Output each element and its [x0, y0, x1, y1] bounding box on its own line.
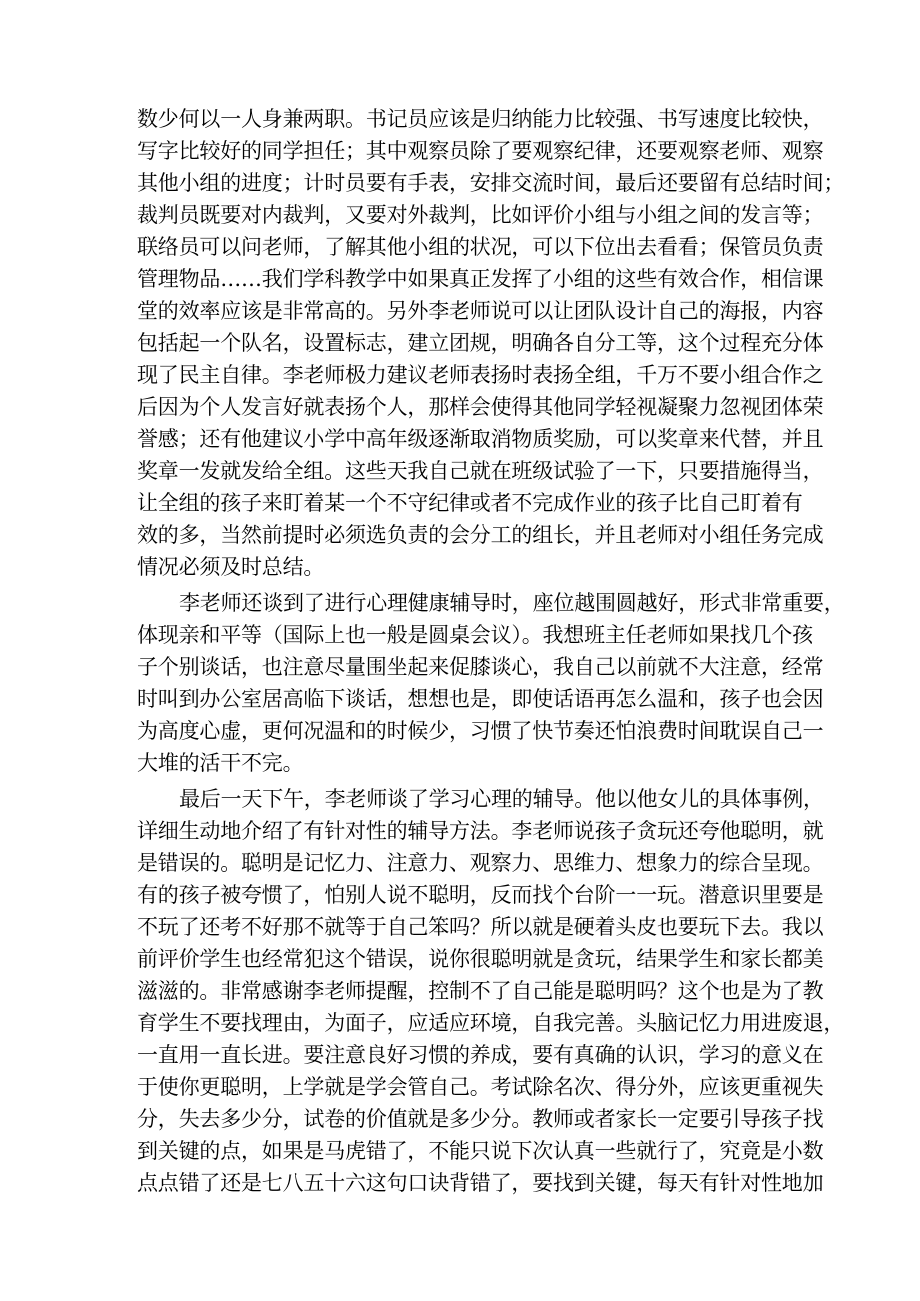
text-line: 包括起一个队名，设置标志，建立团规，明确各自分工等，这个过程充分体 — [137, 331, 824, 355]
text-line: 育学生不要找理由，为面子，应适应环境，自我完善。头脑记忆力用进废退， — [137, 1011, 845, 1035]
text-line: 滋滋的。非常感谢李老师提醒，控制不了自己能是聪明吗？这个也是为了教 — [137, 979, 824, 1003]
text-line: 数少何以一人身兼两职。书记员应该是归纳能力比较强、书写速度比较快， — [137, 107, 824, 131]
text-line: 写字比较好的同学担任；其中观察员除了要观察纪律，还要观察老师、观察 — [137, 139, 824, 163]
text-line: 不玩了还考不好那不就等于自己笨吗？所以就是硬着头皮也要玩下去。我以 — [137, 915, 824, 939]
text-line: 前评价学生也经常犯这个错误，说你很聪明就是贪玩，结果学生和家长都美 — [137, 947, 824, 971]
paragraph-2 — [137, 587, 845, 779]
text-line: 体现亲和平等（国际上也一般是圆桌会议）。我想班主任老师如果找几个孩 — [137, 623, 813, 647]
text-line: 一直用一直长进。要注意良好习惯的养成，要有真确的认识，学习的意义在 — [137, 1043, 824, 1067]
text-line: 联络员可以问老师，了解其他小组的状况，可以下位出去看看；保管员负责 — [137, 235, 824, 259]
text-line: 大堆的活干不完。 — [137, 751, 304, 775]
text-line: 详细生动地介绍了有针对性的辅导方法。李老师说孩子贪玩还夸他聪明，就 — [137, 819, 824, 843]
text-line: 李老师还谈到了进行心理健康辅导时，座位越围圆越好，形式非常重要， — [179, 591, 845, 615]
paragraph-1 — [137, 103, 845, 583]
text-line: 誉感；还有他建议小学中高年级逐渐取消物质奖励，可以奖章来代替，并且 — [137, 427, 824, 451]
text-line: 有的孩子被夸惯了，怕别人说不聪明，反而找个台阶一一玩。潜意识里要是 — [137, 883, 824, 907]
text-line: 最后一天下午，李老师谈了学习心理的辅导。他以他女儿的具体事例， — [179, 787, 824, 811]
text-line: 效的多，当然前提时必须选负责的会分工的组长，并且老师对小组任务完成 — [137, 523, 824, 547]
text-line: 管理物品……我们学科教学中如果真正发挥了小组的这些有效合作，相信课 — [137, 267, 824, 291]
text-line: 让全组的孩子来盯着某一个不守纪律或者不完成作业的孩子比自己盯着有 — [137, 491, 803, 515]
text-line: 为高度心虚，更何况温和的时候少，习惯了快节奏还怕浪费时间耽误自己一 — [137, 719, 824, 743]
text-line: 现了民主自律。李老师极力建议老师表扬时表扬全组，千万不要小组合作之 — [137, 363, 824, 387]
document-body — [137, 103, 845, 1199]
text-line: 奖章一发就发给全组。这些天我自己就在班级试验了一下，只要措施得当， — [137, 459, 824, 483]
text-line: 是错误的。聪明是记忆力、注意力、观察力、思维力、想象力的综合呈现。 — [137, 851, 824, 875]
text-line: 点点错了还是七八五十六这句口诀背错了，要找到关键，每天有针对性地加 — [137, 1171, 824, 1195]
text-line: 其他小组的进度；计时员要有手表，安排交流时间，最后还要留有总结时间； — [137, 171, 845, 195]
text-line: 情况必须及时总结。 — [137, 555, 325, 579]
text-line: 堂的效率应该是非常高的。另外李老师说可以让团队设计自己的海报，内容 — [137, 299, 824, 323]
text-line: 子个别谈话，也注意尽量围坐起来促膝谈心，我自己以前就不大注意，经常 — [137, 655, 824, 679]
paragraph-3 — [137, 783, 845, 1199]
text-line: 分，失去多少分，试卷的价值就是多少分。教师或者家长一定要引导孩子找 — [137, 1107, 824, 1131]
text-line: 于使你更聪明，上学就是学会管自己。考试除名次、得分外，应该更重视失 — [137, 1075, 824, 1099]
text-line: 裁判员既要对内裁判，又要对外裁判，比如评价小组与小组之间的发言等； — [137, 203, 824, 227]
text-line: 到关键的点，如果是马虎错了，不能只说下次认真一些就行了，究竟是小数 — [137, 1139, 824, 1163]
text-line: 时叫到办公室居高临下谈话，想想也是，即使话语再怎么温和，孩子也会因 — [137, 687, 824, 711]
text-line: 后因为个人发言好就表扬个人，那样会使得其他同学轻视凝聚力忽视团体荣 — [137, 395, 824, 419]
